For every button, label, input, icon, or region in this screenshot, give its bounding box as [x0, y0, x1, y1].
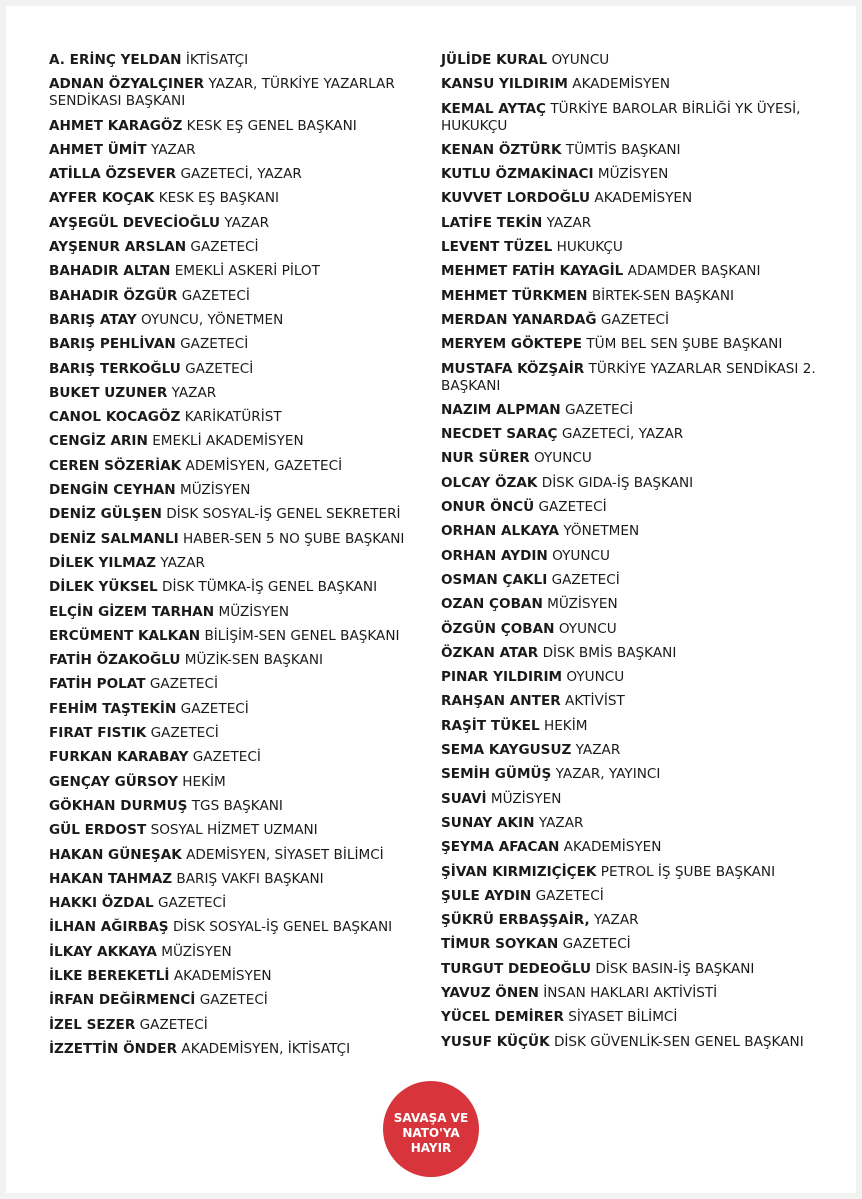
signatory-role: HEKİM [182, 773, 226, 790]
signatory-role: YAZAR, TÜRKİYE YAZARLAR SENDİKASI BAŞKANI [49, 76, 395, 110]
signatory-entry [441, 101, 841, 135]
signatory-entry [49, 76, 424, 110]
signatory-entry [441, 596, 841, 613]
signatory-role: GAZETECİ [157, 895, 227, 912]
signatory-name: İLHAN AĞIRBAŞ [49, 919, 169, 936]
signatory-name: RAŞİT TÜKEL [441, 717, 540, 734]
signatory-entry [441, 239, 841, 256]
signatory-entry [441, 523, 841, 540]
signatory-entry [49, 555, 424, 572]
signatory-entry [441, 742, 841, 759]
right-column [441, 52, 841, 1058]
signatory-name: İLKE BEREKETLİ [49, 967, 170, 984]
signatory-role: AKADEMİSYEN, İKTİSATÇI [181, 1040, 351, 1057]
signatory-entry [49, 52, 424, 69]
signatory-role: GAZETECİ [150, 725, 219, 742]
signatory-entry [49, 482, 424, 499]
signatory-name: ÖZKAN ATAR [441, 644, 539, 661]
signatory-role: AKADEMİSYEN [594, 190, 693, 207]
signatory-name: ÖZGÜN ÇOBAN [441, 620, 555, 637]
signatory-name: DENİZ GÜLŞEN [49, 506, 162, 523]
signatory-role: KESK EŞ GENEL BAŞKANI [186, 117, 357, 134]
signatory-name: GÜL ERDOST [49, 822, 147, 839]
signatory-name: FATİH ÖZAKOĞLU [49, 652, 181, 669]
signatory-role: EMEKLİ AKADEMİSYEN [152, 433, 304, 450]
signatory-role: GAZETECİ [192, 749, 261, 766]
document-page [6, 6, 856, 1193]
signatory-role: BARIŞ VAKFI BAŞKANI [176, 870, 324, 887]
signatory-role: DİSK SOSYAL-İŞ GENEL BAŞKANI [172, 919, 393, 936]
signatory-role: GAZETECİ [149, 676, 219, 693]
signatory-role: GAZETECİ [185, 360, 254, 377]
signatory-name: LEVENT TÜZEL [441, 239, 553, 256]
signatory-role: GAZETECİ, YAZAR [561, 426, 684, 443]
signatory-entry [49, 385, 424, 402]
signatory-role: YAZAR [150, 141, 196, 158]
signatory-role: GAZETECİ [190, 239, 259, 256]
signatory-role: YAZAR [546, 214, 592, 231]
signatory-name: AYFER KOÇAK [49, 190, 155, 207]
signatory-entry [441, 961, 841, 978]
signatory-role: AKTİVİST [565, 693, 625, 710]
signatory-role: SOSYAL HİZMET UZMANI [150, 822, 318, 839]
signatory-role: GAZETECİ [564, 401, 634, 418]
signatory-name: TİMUR SOYKAN [441, 936, 559, 953]
signatory-entry [441, 548, 841, 565]
signatory-entry [441, 142, 841, 159]
signatory-entry [49, 215, 424, 232]
signatory-entry [49, 166, 424, 183]
signatory-entry [441, 402, 841, 419]
signatory-role: YAZAR [224, 214, 270, 231]
signatory-role: HABER-SEN 5 NO ŞUBE BAŞKANI [183, 530, 405, 547]
signatory-role: MÜZİSYEN [597, 166, 669, 183]
signatory-entry [441, 76, 841, 93]
signatory-role: EMEKLİ ASKERİ PİLOT [174, 263, 320, 280]
signatory-role: İNSAN HAKLARI AKTİVİSTİ [543, 984, 718, 1001]
signatory-entry [49, 774, 424, 791]
signatory-role: YÖNETMEN [563, 523, 640, 540]
signatory-role: MÜZİSYEN [490, 790, 562, 807]
signatory-entry [49, 579, 424, 596]
signatory-name: AHMET KARAGÖZ [49, 117, 183, 134]
signatory-name: NUR SÜRER [441, 450, 530, 467]
signatory-entry [441, 912, 841, 929]
signatory-name: A. ERİNÇ YELDAN [49, 52, 182, 68]
signatory-entry [49, 992, 424, 1009]
signatory-name: BUKET UZUNER [49, 384, 168, 401]
signatory-name: BAHADIR ALTAN [49, 263, 171, 280]
signatory-entry [441, 888, 841, 905]
signatory-role: GAZETECİ [551, 571, 620, 588]
signatory-role: YAZAR [160, 554, 205, 571]
signatory-entry [49, 749, 424, 766]
signatory-name: SUAVİ [441, 790, 487, 807]
signatory-name: ATİLLA ÖZSEVER [49, 166, 177, 183]
signatory-name: JÜLİDE KURAL [441, 52, 548, 68]
signatory-role: YAZAR [171, 384, 217, 401]
signatory-name: BARIŞ ATAY [49, 311, 137, 328]
signatory-role: OYUNCU, YÖNETMEN [141, 311, 284, 328]
signatory-role: GAZETECİ [538, 499, 607, 516]
signatory-role: GAZETECİ [562, 936, 631, 953]
signatory-name: SUNAY AKIN [441, 814, 535, 831]
signatory-name: GÖKHAN DURMUŞ [49, 797, 188, 814]
signatory-role: TÜRKİYE YAZARLAR SENDİKASI 2. BAŞKANI [441, 360, 816, 394]
signatory-entry [49, 433, 424, 450]
signatory-role: BİLİŞİM-SEN GENEL BAŞKANI [204, 627, 400, 644]
signatory-name: ERCÜMENT KALKAN [49, 627, 201, 644]
signatory-name: TURGUT DEDEOĞLU [441, 960, 592, 977]
signatory-name: FEHİM TAŞTEKİN [49, 700, 177, 717]
signatory-name: ELÇİN GİZEM TARHAN [49, 603, 215, 620]
signatory-entry [49, 871, 424, 888]
signatory-role: GAZETECİ, YAZAR [180, 166, 302, 183]
campaign-logo [383, 1081, 479, 1177]
signatory-name: DİLEK YÜKSEL [49, 579, 158, 596]
signatory-entry [441, 1034, 841, 1051]
signatory-name: FURKAN KARABAY [49, 749, 189, 766]
left-column [49, 52, 424, 1065]
signatory-name: CEREN SÖZERİAK [49, 457, 182, 474]
signatory-name: KANSU YILDIRIM [441, 76, 568, 93]
signatory-role: OYUNCU [551, 52, 610, 68]
signatory-role: DİSK BASIN-İŞ BAŞKANI [595, 960, 755, 977]
signatory-entry [49, 190, 424, 207]
signatory-role: ADEMİSYEN, GAZETECİ [185, 457, 343, 474]
signatory-role: TGS BAŞKANI [191, 797, 283, 814]
signatory-role: İKTİSATÇI [185, 52, 249, 68]
signatory-entry [441, 621, 841, 638]
signatory-name: HAKAN GÜNEŞAK [49, 846, 182, 863]
signatory-name: RAHŞAN ANTER [441, 693, 561, 710]
signatory-entry [441, 215, 841, 232]
signatory-entry [49, 604, 424, 621]
signatory-entry [49, 361, 424, 378]
signatory-role: GAZETECİ [139, 1016, 208, 1033]
signatory-entry [49, 968, 424, 985]
signatory-role: HUKUKÇU [556, 239, 623, 256]
signatory-role: SİYASET BİLİMCİ [568, 1009, 678, 1026]
signatory-name: ŞÜKRÜ ERBAŞŞAİR, [441, 912, 590, 929]
signatory-role: YAZAR, YAYINCI [555, 766, 661, 783]
signatory-entry [441, 426, 841, 443]
signatory-role: PETROL İŞ ŞUBE BAŞKANI [600, 863, 776, 880]
signatory-name: DİLEK YILMAZ [49, 554, 157, 571]
signatory-entry [441, 336, 841, 353]
signatory-role: TÜRKİYE BAROLAR BİRLİĞİ YK ÜYESİ, HUKUKÇU [441, 100, 801, 134]
signatory-entry [441, 450, 841, 467]
signatory-name: OZAN ÇOBAN [441, 596, 543, 613]
signatory-entry [441, 815, 841, 832]
signatory-role: DİSK SOSYAL-İŞ GENEL SEKRETERİ [166, 506, 401, 523]
signatory-entry [49, 409, 424, 426]
signatory-entry [49, 239, 424, 256]
signatory-entry [441, 263, 841, 280]
signatory-role: OYUNCU [534, 450, 592, 467]
logo-line-1: SAVAŞA VE [393, 1111, 469, 1125]
signatory-name: AYŞENUR ARSLAN [49, 239, 187, 256]
signatory-role: KESK EŞ BAŞKANI [158, 190, 280, 207]
signatory-role: AKADEMİSYEN [572, 76, 671, 93]
signatory-role: MÜZİSYEN [218, 603, 289, 620]
signatory-role: MÜZİK-SEN BAŞKANI [184, 652, 324, 669]
signatory-role: DİSK TÜMKA-İŞ GENEL BAŞKANI [162, 579, 378, 596]
signatory-role: MÜZİSYEN [179, 482, 251, 499]
signatory-name: PINAR YILDIRIM [441, 669, 563, 686]
signatory-role: MÜZİSYEN [161, 943, 232, 960]
signatory-entry [49, 458, 424, 475]
signatory-name: FATİH POLAT [49, 676, 146, 693]
signatory-name: GENÇAY GÜRSOY [49, 773, 178, 790]
signatory-role: ADAMDER BAŞKANI [627, 263, 761, 280]
signatory-role: DİSK GIDA-İŞ BAŞKANI [541, 474, 694, 491]
signatory-entry [441, 190, 841, 207]
signatory-entry [49, 506, 424, 523]
signatory-name: BAHADIR ÖZGÜR [49, 287, 178, 304]
signatory-entry [49, 263, 424, 280]
signatory-entry [441, 361, 841, 395]
signatory-name: ONUR ÖNCÜ [441, 499, 535, 516]
signatory-entry [441, 718, 841, 735]
signatory-name: DENİZ SALMANLI [49, 530, 179, 547]
signatory-name: KENAN ÖZTÜRK [441, 141, 562, 158]
signatory-name: İZZETTİN ÖNDER [49, 1040, 178, 1057]
signatory-role: YAZAR [575, 742, 621, 759]
signatory-name: DENGİN CEYHAN [49, 482, 176, 499]
logo-line-3: HAYIR [410, 1141, 452, 1155]
signatory-entry [49, 725, 424, 742]
signatory-name: BARIŞ TERKOĞLU [49, 360, 181, 377]
signatory-name: İLKAY AKKAYA [49, 943, 157, 960]
signatory-entry [441, 645, 841, 662]
signatory-entry [49, 919, 424, 936]
signatory-entry [49, 531, 424, 548]
signatory-role: OYUNCU [552, 547, 610, 564]
signatory-name: NAZIM ALPMAN [441, 401, 561, 418]
signatory-name: CANOL KOCAGÖZ [49, 409, 181, 426]
signatory-role: OYUNCU [558, 620, 617, 637]
signatory-role: KARİKATÜRİST [184, 409, 282, 426]
signatory-entry [49, 288, 424, 305]
signatory-role: OYUNCU [566, 669, 625, 686]
signatory-role: BİRTEK-SEN BAŞKANI [591, 287, 735, 304]
signatory-role: ADEMİSYEN, SİYASET BİLİMCİ [186, 846, 384, 863]
signatory-entry [441, 669, 841, 686]
signatory-name: MUSTAFA KÖZŞAİR [441, 360, 585, 377]
signatory-entry [49, 628, 424, 645]
signatory-name: YAVUZ ÖNEN [441, 984, 539, 1001]
signatory-name: ORHAN ALKAYA [441, 523, 560, 540]
signatory-name: MEHMET TÜRKMEN [441, 287, 588, 304]
signatory-name: CENGİZ ARIN [49, 433, 148, 450]
logo-line-2: NATO'YA [402, 1126, 460, 1140]
signatory-entry [441, 936, 841, 953]
signatory-entry [49, 312, 424, 329]
signatory-role: MÜZİSYEN [547, 596, 618, 613]
signatory-role: AKADEMİSYEN [173, 967, 272, 984]
signatory-entry [49, 895, 424, 912]
signatory-name: KUTLU ÖZMAKİNACI [441, 166, 594, 183]
signatory-entry [49, 118, 424, 135]
signatory-role: TÜM BEL SEN ŞUBE BAŞKANI [586, 336, 783, 353]
signatory-entry [49, 652, 424, 669]
signatory-entry [441, 166, 841, 183]
signatory-name: NECDET SARAÇ [441, 426, 558, 443]
signatory-role: GAZETECİ [180, 700, 249, 717]
signatory-entry [49, 1041, 424, 1058]
signatory-role: GAZETECİ [600, 311, 670, 328]
signatory-role: GAZETECİ [199, 992, 268, 1009]
signatory-name: KEMAL AYTAÇ [441, 100, 547, 117]
signatory-name: OSMAN ÇAKLI [441, 571, 548, 588]
signatory-role: YAZAR [594, 912, 639, 929]
signatory-entry [441, 475, 841, 492]
signatory-entry [49, 798, 424, 815]
signatory-name: KUVVET LORDOĞLU [441, 190, 591, 207]
signatory-role: AKADEMİSYEN [563, 839, 662, 856]
signatory-entry [441, 1009, 841, 1026]
signatory-name: LATİFE TEKİN [441, 214, 543, 231]
signatory-entry [441, 312, 841, 329]
signatory-entry [49, 847, 424, 864]
signatory-entry [49, 701, 424, 718]
signatory-name: SEMA KAYGUSUZ [441, 742, 572, 759]
signatory-name: MERYEM GÖKTEPE [441, 336, 582, 353]
signatory-name: MEHMET FATİH KAYAGİL [441, 263, 624, 280]
signatory-entry [49, 822, 424, 839]
signatory-name: YÜCEL DEMİRER [441, 1009, 564, 1026]
signatory-name: ADNAN ÖZYALÇINER [49, 76, 205, 93]
signatory-name: ŞULE AYDIN [441, 887, 532, 904]
signatory-name: İZEL SEZER [49, 1016, 136, 1033]
signatory-name: SEMİH GÜMÜŞ [441, 766, 552, 783]
signatory-entry [441, 499, 841, 516]
signatory-name: YUSUF KÜÇÜK [441, 1033, 550, 1050]
signatory-name: AHMET ÜMİT [49, 141, 147, 158]
signatory-entry [49, 1017, 424, 1034]
signatory-role: DİSK GÜVENLİK-SEN GENEL BAŞKANI [553, 1033, 804, 1050]
signatory-entry [49, 336, 424, 353]
signatory-role: GAZETECİ [180, 336, 249, 353]
signatory-name: İRFAN DEĞİRMENCİ [49, 992, 196, 1009]
signatory-name: AYŞEGÜL DEVECİOĞLU [49, 214, 221, 231]
signatory-name: ŞİVAN KIRMIZIÇİÇEK [441, 863, 597, 880]
signatory-entry [441, 839, 841, 856]
signatory-entry [441, 791, 841, 808]
signatory-role: TÜMTİS BAŞKANI [565, 141, 681, 158]
signatory-name: BARIŞ PEHLİVAN [49, 336, 176, 353]
signatory-entry [441, 766, 841, 783]
signatory-entry [49, 944, 424, 961]
signatory-name: HAKKI ÖZDAL [49, 895, 154, 912]
signatory-entry [441, 572, 841, 589]
signatory-role: GAZETECİ [535, 887, 604, 904]
signatory-name: MERDAN YANARDAĞ [441, 311, 597, 328]
signatory-name: ŞEYMA AFACAN [441, 839, 560, 856]
signatory-name: OLCAY ÖZAK [441, 474, 538, 491]
signatory-name: HAKAN TAHMAZ [49, 870, 173, 887]
signatory-role: DİSK BMİS BAŞKANI [542, 644, 677, 661]
signatory-entry [441, 864, 841, 881]
signatory-role: YAZAR [538, 814, 584, 831]
signatory-role: HEKİM [543, 717, 588, 734]
signatory-entry [49, 142, 424, 159]
signatory-name: ORHAN AYDIN [441, 547, 548, 564]
signatory-entry [441, 288, 841, 305]
signatory-entry [441, 985, 841, 1002]
signatory-role: GAZETECİ [181, 287, 250, 304]
signatory-entry [49, 676, 424, 693]
signatory-entry [441, 693, 841, 710]
signatory-entry [441, 52, 841, 69]
signatory-name: FIRAT FISTIK [49, 725, 147, 742]
